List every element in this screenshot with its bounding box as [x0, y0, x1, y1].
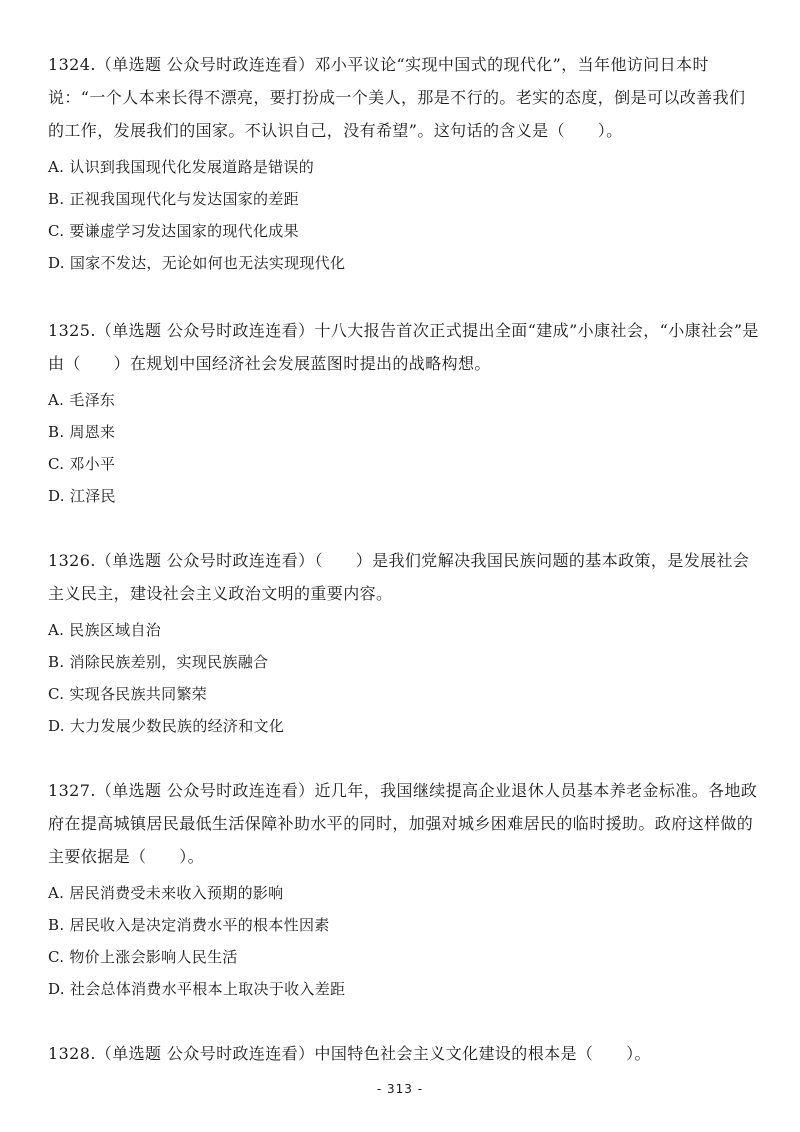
option-a: A. 居民消费受未来收入预期的影响 [48, 884, 284, 902]
option-a: A. 毛泽东 [48, 391, 116, 409]
option-list [48, 151, 760, 279]
option-list [48, 614, 760, 742]
option-c: C. 实现各民族共同繁荣 [48, 685, 208, 703]
option-c: C. 邓小平 [48, 455, 116, 473]
question-stem: 1325.（单选题 公众号时政连连看）十八大报告首次正式提出全面“建成”小康社会，“小康社会”是由（ ）在规划中国经济社会发展蓝图时提出的战略构想。 [48, 321, 759, 373]
question-1325 [48, 314, 760, 512]
question-stem: 1327.（单选题 公众号时政连连看）近几年，我国继续提高企业退休人员基本养老金标准。各地政府在提高城镇居民最低生活保障补助水平的同时，加强对城乡困难居民的临时援助。政府这样做的主要依据是（ ）。 [48, 781, 758, 866]
option-c: C. 要谦虚学习发达国家的现代化成果 [48, 222, 299, 240]
question-stem: 1328.（单选题 公众号时政连连看）中国特色社会主义文化建设的根本是（ ）。 [48, 1044, 651, 1063]
option-a: A. 民族区域自治 [48, 621, 162, 639]
page-number: - 313 - [376, 1082, 424, 1096]
option-a: A. 认识到我国现代化发展道路是错误的 [48, 158, 315, 176]
question-1324 [48, 48, 760, 279]
question-1327 [48, 774, 760, 1005]
question-stem: 1324.（单选题 公众号时政连连看）邓小平议论“实现中国式的现代化”，当年他访问日本时说：“一个人本来长得不漂亮，要打扮成一个美人，那是不行的。老实的态度，倒是可以改善我们的工作，发展我们的国家。不认识自己，没有希望”。这句话的含义是（ ）。 [48, 55, 746, 140]
question-1326 [48, 544, 760, 742]
option-b: B. 正视我国现代化与发达国家的差距 [48, 190, 299, 208]
option-d: D. 国家不发达，无论如何也无法实现现代化 [48, 254, 346, 272]
option-b: B. 居民收入是决定消费水平的根本性因素 [48, 916, 330, 934]
option-b: B. 消除民族差别，实现民族融合 [48, 653, 269, 671]
option-d: D. 江泽民 [48, 487, 116, 505]
option-list [48, 384, 760, 512]
option-c: C. 物价上涨会影响人民生活 [48, 948, 238, 966]
option-d: D. 大力发展少数民族的经济和文化 [48, 717, 285, 735]
question-1328 [48, 1037, 760, 1070]
question-stem: 1326.（单选题 公众号时政连连看）（ ）是我们党解决我国民族问题的基本政策，是发展社会主义民主，建设社会主义政治文明的重要内容。 [48, 551, 750, 603]
option-d: D. 社会总体消费水平根本上取决于收入差距 [48, 980, 346, 998]
option-list [48, 877, 760, 1005]
option-b: B. 周恩来 [48, 423, 116, 441]
